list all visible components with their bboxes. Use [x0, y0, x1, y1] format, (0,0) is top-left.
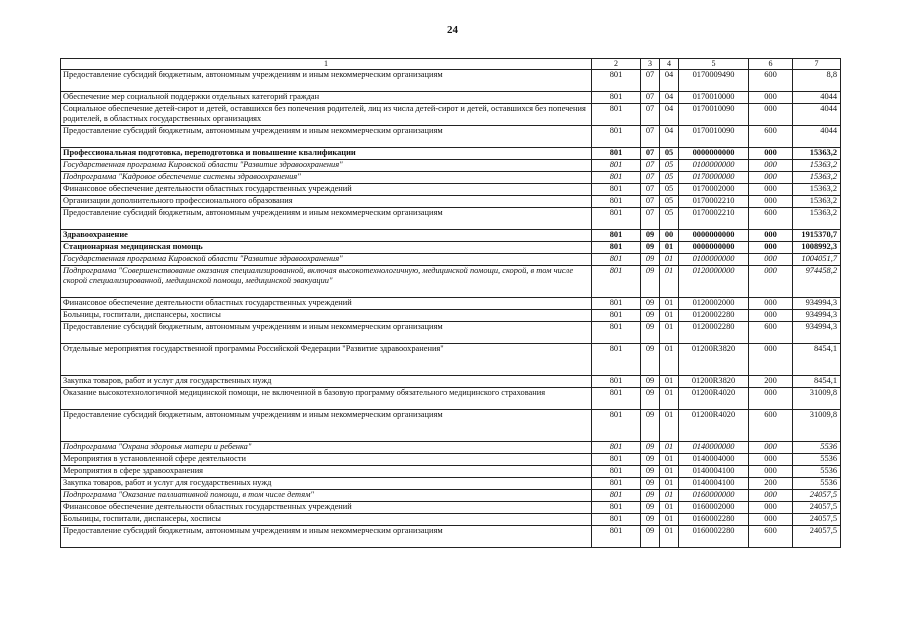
cell-amount: 4044: [793, 92, 841, 104]
cell-expense-type: 000: [749, 160, 793, 172]
cell-amount: 934994,3: [793, 310, 841, 322]
cell-amount: 24057,5: [793, 502, 841, 514]
cell-section: 07: [641, 104, 660, 126]
cell-section: 09: [641, 442, 660, 454]
cell-target-article: 01200R4020: [679, 410, 749, 442]
cell-target-article: 0140000000: [679, 442, 749, 454]
cell-target-article: 0170010090: [679, 104, 749, 126]
cell-target-article: 01200R4020: [679, 388, 749, 410]
cell-subsection: 01: [660, 478, 679, 490]
cell-section: 07: [641, 196, 660, 208]
cell-target-article: 0120000000: [679, 266, 749, 298]
cell-target-article: 0160002280: [679, 514, 749, 526]
table-row: [61, 466, 841, 478]
cell-target-article: 0140004100: [679, 478, 749, 490]
cell-expense-type: 000: [749, 310, 793, 322]
cell-target-article: 0000000000: [679, 230, 749, 242]
row-name: Больницы, госпитали, диспансеры, хосписы: [61, 310, 592, 322]
cell-subsection: 04: [660, 104, 679, 126]
page-number: 24: [447, 24, 458, 36]
cell-expense-type: 000: [749, 92, 793, 104]
cell-subsection: 05: [660, 148, 679, 160]
table-row: [61, 454, 841, 466]
cell-target-article: 0170010000: [679, 92, 749, 104]
cell-admin-code: 801: [592, 526, 641, 548]
cell-subsection: 01: [660, 388, 679, 410]
cell-target-article: 0170009490: [679, 70, 749, 92]
cell-amount: 1915370,7: [793, 230, 841, 242]
table-row: [61, 242, 841, 254]
row-name: Больницы, госпитали, диспансеры, хосписы: [61, 514, 592, 526]
cell-expense-type: 600: [749, 526, 793, 548]
cell-amount: 934994,3: [793, 298, 841, 310]
cell-target-article: 0000000000: [679, 148, 749, 160]
cell-target-article: 0140004100: [679, 466, 749, 478]
cell-section: 07: [641, 148, 660, 160]
cell-subsection: 01: [660, 514, 679, 526]
cell-section: 09: [641, 526, 660, 548]
cell-admin-code: 801: [592, 410, 641, 442]
row-name: Подпрограмма "Охрана здоровья матери и ребенка": [61, 442, 592, 454]
cell-subsection: 01: [660, 502, 679, 514]
cell-amount: 1004051,7: [793, 254, 841, 266]
cell-target-article: 0120002280: [679, 322, 749, 344]
cell-expense-type: 200: [749, 376, 793, 388]
cell-section: 09: [641, 454, 660, 466]
cell-amount: 24057,5: [793, 526, 841, 548]
cell-subsection: 01: [660, 344, 679, 376]
cell-target-article: 0160002000: [679, 502, 749, 514]
cell-section: 07: [641, 172, 660, 184]
cell-subsection: 01: [660, 266, 679, 298]
cell-amount: 31009,8: [793, 410, 841, 442]
table-row: [61, 126, 841, 148]
cell-amount: 15363,2: [793, 208, 841, 230]
cell-subsection: 01: [660, 526, 679, 548]
table-row: [61, 172, 841, 184]
cell-section: 07: [641, 70, 660, 92]
cell-admin-code: 801: [592, 196, 641, 208]
cell-subsection: 04: [660, 126, 679, 148]
cell-subsection: 01: [660, 242, 679, 254]
cell-target-article: 0170002210: [679, 208, 749, 230]
cell-amount: 31009,8: [793, 388, 841, 410]
cell-expense-type: 600: [749, 410, 793, 442]
cell-section: 07: [641, 160, 660, 172]
cell-admin-code: 801: [592, 502, 641, 514]
cell-admin-code: 801: [592, 514, 641, 526]
row-name: Предоставление субсидий бюджетным, автономным учреждениям и иным некоммерческим организациям: [61, 208, 592, 230]
cell-target-article: 0170010090: [679, 126, 749, 148]
cell-subsection: 01: [660, 254, 679, 266]
table-row: [61, 254, 841, 266]
table-row: [61, 230, 841, 242]
table-row: [61, 490, 841, 502]
cell-expense-type: 600: [749, 208, 793, 230]
cell-target-article: 0170002210: [679, 196, 749, 208]
cell-expense-type: 600: [749, 126, 793, 148]
cell-subsection: 04: [660, 70, 679, 92]
cell-amount: 4044: [793, 126, 841, 148]
cell-expense-type: 000: [749, 230, 793, 242]
column-header: 7: [793, 59, 841, 70]
row-name: Мероприятия в установленной сфере деятельности: [61, 454, 592, 466]
cell-admin-code: 801: [592, 266, 641, 298]
cell-section: 09: [641, 230, 660, 242]
table-row: [61, 104, 841, 126]
row-name: Закупка товаров, работ и услуг для государственных нужд: [61, 376, 592, 388]
row-name: Финансовое обеспечение деятельности областных государственных учреждений: [61, 502, 592, 514]
cell-expense-type: 000: [749, 344, 793, 376]
column-header: 2: [592, 59, 641, 70]
table-row: [61, 184, 841, 196]
cell-subsection: 05: [660, 184, 679, 196]
cell-admin-code: 801: [592, 160, 641, 172]
cell-expense-type: 600: [749, 70, 793, 92]
row-name: Государственная программа Кировской области "Развитие здравоохранения": [61, 160, 592, 172]
cell-admin-code: 801: [592, 344, 641, 376]
row-name: Государственная программа Кировской области "Развитие здравоохранения": [61, 254, 592, 266]
cell-section: 09: [641, 254, 660, 266]
row-name: Социальное обеспечение детей-сирот и детей, оставшихся без попечения родителей, лиц из числа детей-сирот и детей, оставшихся без попечения родителей, в областных государственных организациях: [61, 104, 592, 126]
cell-section: 09: [641, 466, 660, 478]
cell-amount: 5536: [793, 454, 841, 466]
cell-expense-type: 000: [749, 104, 793, 126]
cell-admin-code: 801: [592, 184, 641, 196]
cell-amount: 5536: [793, 478, 841, 490]
cell-subsection: 01: [660, 376, 679, 388]
row-name: Предоставление субсидий бюджетным, автономным учреждениям и иным некоммерческим организациям: [61, 410, 592, 442]
cell-admin-code: 801: [592, 92, 641, 104]
cell-target-article: 0100000000: [679, 160, 749, 172]
cell-subsection: 00: [660, 230, 679, 242]
cell-section: 09: [641, 310, 660, 322]
row-name: Организации дополнительного профессионального образования: [61, 196, 592, 208]
cell-admin-code: 801: [592, 230, 641, 242]
cell-expense-type: 000: [749, 172, 793, 184]
cell-expense-type: 000: [749, 502, 793, 514]
cell-target-article: 0120002280: [679, 310, 749, 322]
column-header: 3: [641, 59, 660, 70]
cell-section: 09: [641, 376, 660, 388]
cell-expense-type: 000: [749, 388, 793, 410]
table-row: [61, 442, 841, 454]
table-row: [61, 196, 841, 208]
row-name: Обеспечение мер социальной поддержки отдельных категорий граждан: [61, 92, 592, 104]
cell-admin-code: 801: [592, 490, 641, 502]
column-header: 5: [679, 59, 749, 70]
cell-amount: 15363,2: [793, 196, 841, 208]
table-row: [61, 514, 841, 526]
row-name: Предоставление субсидий бюджетным, автономным учреждениям и иным некоммерческим организациям: [61, 126, 592, 148]
cell-target-article: 0120002000: [679, 298, 749, 310]
cell-expense-type: 000: [749, 466, 793, 478]
cell-section: 09: [641, 514, 660, 526]
row-name: Подпрограмма "Кадровое обеспечение системы здравоохранения": [61, 172, 592, 184]
table-row: [61, 298, 841, 310]
cell-expense-type: 000: [749, 514, 793, 526]
table-row: [61, 160, 841, 172]
cell-section: 09: [641, 266, 660, 298]
cell-section: 09: [641, 490, 660, 502]
cell-amount: 24057,5: [793, 490, 841, 502]
cell-expense-type: 600: [749, 322, 793, 344]
cell-target-article: 0160000000: [679, 490, 749, 502]
cell-amount: 8,8: [793, 70, 841, 92]
cell-target-article: 0170002000: [679, 184, 749, 196]
cell-subsection: 01: [660, 322, 679, 344]
cell-target-article: 0100000000: [679, 254, 749, 266]
cell-amount: 1008992,3: [793, 242, 841, 254]
cell-section: 09: [641, 322, 660, 344]
cell-target-article: 0140004000: [679, 454, 749, 466]
cell-amount: 15363,2: [793, 160, 841, 172]
cell-section: 09: [641, 410, 660, 442]
cell-admin-code: 801: [592, 172, 641, 184]
table-row: [61, 70, 841, 92]
cell-expense-type: 000: [749, 196, 793, 208]
cell-admin-code: 801: [592, 466, 641, 478]
budget-table: [60, 58, 841, 548]
cell-subsection: 01: [660, 410, 679, 442]
cell-target-article: 0000000000: [679, 242, 749, 254]
cell-admin-code: 801: [592, 148, 641, 160]
column-header: 1: [61, 59, 592, 70]
table-header-row: [61, 59, 841, 70]
cell-subsection: 01: [660, 466, 679, 478]
cell-subsection: 04: [660, 92, 679, 104]
cell-admin-code: 801: [592, 298, 641, 310]
cell-admin-code: 801: [592, 254, 641, 266]
cell-expense-type: 000: [749, 442, 793, 454]
cell-admin-code: 801: [592, 104, 641, 126]
cell-amount: 4044: [793, 104, 841, 126]
row-name: Подпрограмма "Совершенствование оказания специализированной, включая высокотехнологичную, медицинской помощи, скорой, в том числе скорой специализированной, медицинской помощи, медицинской эвакуации": [61, 266, 592, 298]
row-name: Отдельные мероприятия государственной программы Российской Федерации "Развитие здравоохранения": [61, 344, 592, 376]
cell-amount: 5536: [793, 442, 841, 454]
table-row: [61, 376, 841, 388]
row-name: Закупка товаров, работ и услуг для государственных нужд: [61, 478, 592, 490]
cell-section: 09: [641, 242, 660, 254]
cell-subsection: 05: [660, 160, 679, 172]
row-name: Предоставление субсидий бюджетным, автономным учреждениям и иным некоммерческим организациям: [61, 70, 592, 92]
cell-amount: 8454,1: [793, 344, 841, 376]
column-header: 4: [660, 59, 679, 70]
cell-admin-code: 801: [592, 388, 641, 410]
cell-admin-code: 801: [592, 70, 641, 92]
cell-admin-code: 801: [592, 376, 641, 388]
cell-section: 09: [641, 478, 660, 490]
table-row: [61, 478, 841, 490]
table-row: [61, 208, 841, 230]
row-name: Финансовое обеспечение деятельности областных государственных учреждений: [61, 298, 592, 310]
cell-admin-code: 801: [592, 242, 641, 254]
cell-section: 07: [641, 126, 660, 148]
cell-admin-code: 801: [592, 478, 641, 490]
table-row: [61, 310, 841, 322]
cell-expense-type: 000: [749, 266, 793, 298]
cell-expense-type: 000: [749, 454, 793, 466]
cell-admin-code: 801: [592, 442, 641, 454]
table-row: [61, 148, 841, 160]
cell-amount: 974458,2: [793, 266, 841, 298]
cell-admin-code: 801: [592, 310, 641, 322]
table-row: [61, 526, 841, 548]
cell-amount: 15363,2: [793, 172, 841, 184]
cell-amount: 15363,2: [793, 184, 841, 196]
cell-section: 07: [641, 92, 660, 104]
cell-subsection: 01: [660, 310, 679, 322]
cell-amount: 24057,5: [793, 514, 841, 526]
cell-subsection: 01: [660, 442, 679, 454]
cell-subsection: 01: [660, 490, 679, 502]
table-row: [61, 266, 841, 298]
cell-amount: 8454,1: [793, 376, 841, 388]
cell-expense-type: 000: [749, 242, 793, 254]
cell-expense-type: 000: [749, 490, 793, 502]
cell-admin-code: 801: [592, 454, 641, 466]
cell-section: 09: [641, 344, 660, 376]
cell-expense-type: 200: [749, 478, 793, 490]
cell-subsection: 05: [660, 208, 679, 230]
table-row: [61, 410, 841, 442]
cell-subsection: 05: [660, 196, 679, 208]
row-name: Предоставление субсидий бюджетным, автономным учреждениям и иным некоммерческим организациям: [61, 526, 592, 548]
cell-admin-code: 801: [592, 322, 641, 344]
cell-section: 09: [641, 502, 660, 514]
row-name: Подпрограмма "Оказание паллиативной помощи, в том числе детям": [61, 490, 592, 502]
row-name: Профессиональная подготовка, переподготовка и повышение квалификации: [61, 148, 592, 160]
cell-section: 09: [641, 298, 660, 310]
cell-subsection: 01: [660, 454, 679, 466]
cell-target-article: 01200R3820: [679, 376, 749, 388]
table-row: [61, 344, 841, 376]
row-name: Оказание высокотехнологичной медицинской помощи, не включенной в базовую программу обязательного медицинского страхования: [61, 388, 592, 410]
table-row: [61, 92, 841, 104]
table-row: [61, 388, 841, 410]
cell-admin-code: 801: [592, 126, 641, 148]
cell-section: 07: [641, 184, 660, 196]
cell-expense-type: 000: [749, 298, 793, 310]
row-name: Стационарная медицинская помощь: [61, 242, 592, 254]
row-name: Финансовое обеспечение деятельности областных государственных учреждений: [61, 184, 592, 196]
cell-amount: 15363,2: [793, 148, 841, 160]
cell-section: 09: [641, 388, 660, 410]
table-row: [61, 502, 841, 514]
cell-section: 07: [641, 208, 660, 230]
cell-amount: 5536: [793, 466, 841, 478]
row-name: Здравоохранение: [61, 230, 592, 242]
cell-target-article: 01200R3820: [679, 344, 749, 376]
cell-expense-type: 000: [749, 254, 793, 266]
table-row: [61, 322, 841, 344]
cell-target-article: 0160002280: [679, 526, 749, 548]
cell-expense-type: 000: [749, 184, 793, 196]
cell-expense-type: 000: [749, 148, 793, 160]
cell-subsection: 01: [660, 298, 679, 310]
column-header: 6: [749, 59, 793, 70]
row-name: Предоставление субсидий бюджетным, автономным учреждениям и иным некоммерческим организациям: [61, 322, 592, 344]
cell-amount: 934994,3: [793, 322, 841, 344]
row-name: Мероприятия в сфере здравоохранения: [61, 466, 592, 478]
cell-target-article: 0170000000: [679, 172, 749, 184]
cell-subsection: 05: [660, 172, 679, 184]
cell-admin-code: 801: [592, 208, 641, 230]
